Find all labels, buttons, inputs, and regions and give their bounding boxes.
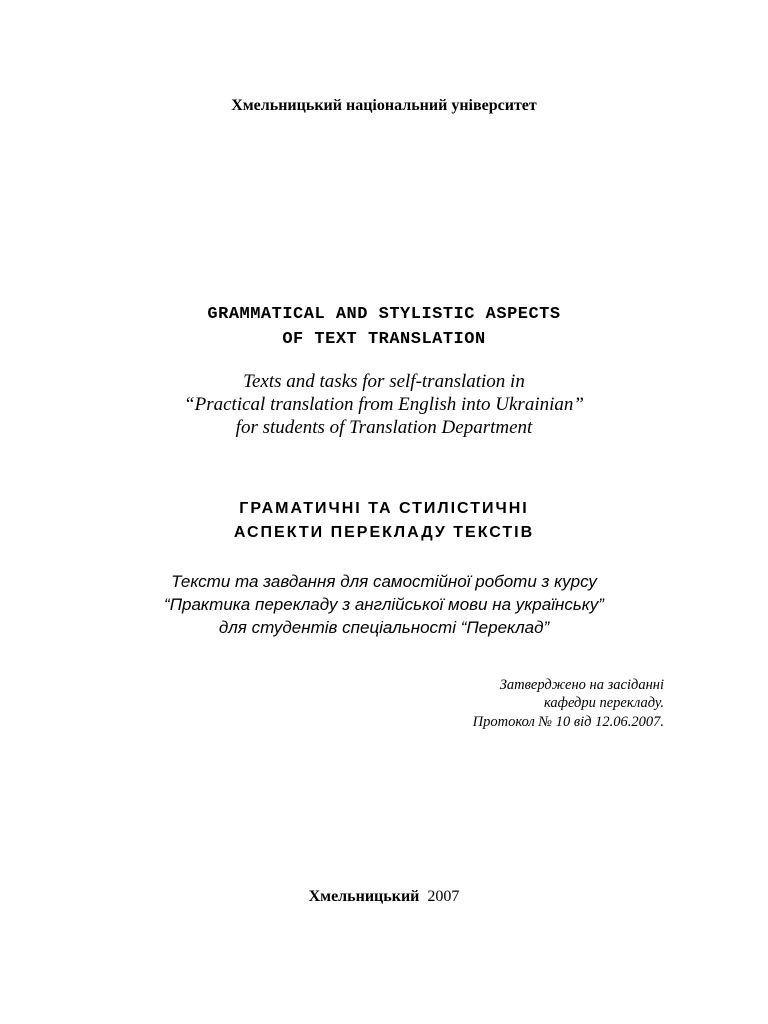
publication-year: 2007 [427, 888, 460, 905]
approval-line-1: Затверджено на засіданні [499, 677, 664, 693]
english-subtitle-line-1: Texts and tasks for self-translation in [243, 371, 525, 392]
city-name: Хмельницький [308, 888, 420, 905]
english-title-line-2: OF TEXT TRANSLATION [282, 330, 486, 349]
ukrainian-subtitle-line-1: Тексти та завдання для самостійної роботи з курсу [171, 572, 597, 591]
university-name: Хмельницький національний університет [231, 97, 537, 114]
ukrainian-title-line-1: ГРАМАТИЧНІ ТА СТИЛІСТИЧНІ [239, 500, 529, 517]
ukrainian-subtitle-line-2: “Практика перекладу з англійської мови на українську” [164, 595, 604, 614]
approval-line-2: кафедри перекладу. [544, 695, 664, 711]
ukrainian-subtitle-line-3: для студентів спеціальності “Переклад” [218, 618, 550, 637]
english-title-line-1: GRAMMATICAL AND STYLISTIC ASPECTS [207, 305, 561, 324]
city-year [0, 889, 768, 905]
english-subtitle-line-2: “Practical translation from English into Ukrainian” [184, 394, 584, 415]
english-subtitle-line-3: for students of Translation Department [235, 417, 533, 438]
ukrainian-title-line-2: АСПЕКТИ ПЕРЕКЛАДУ ТЕКСТІВ [233, 524, 535, 541]
approval-line-3: Протокол № 10 від 12.06.2007. [472, 714, 664, 730]
